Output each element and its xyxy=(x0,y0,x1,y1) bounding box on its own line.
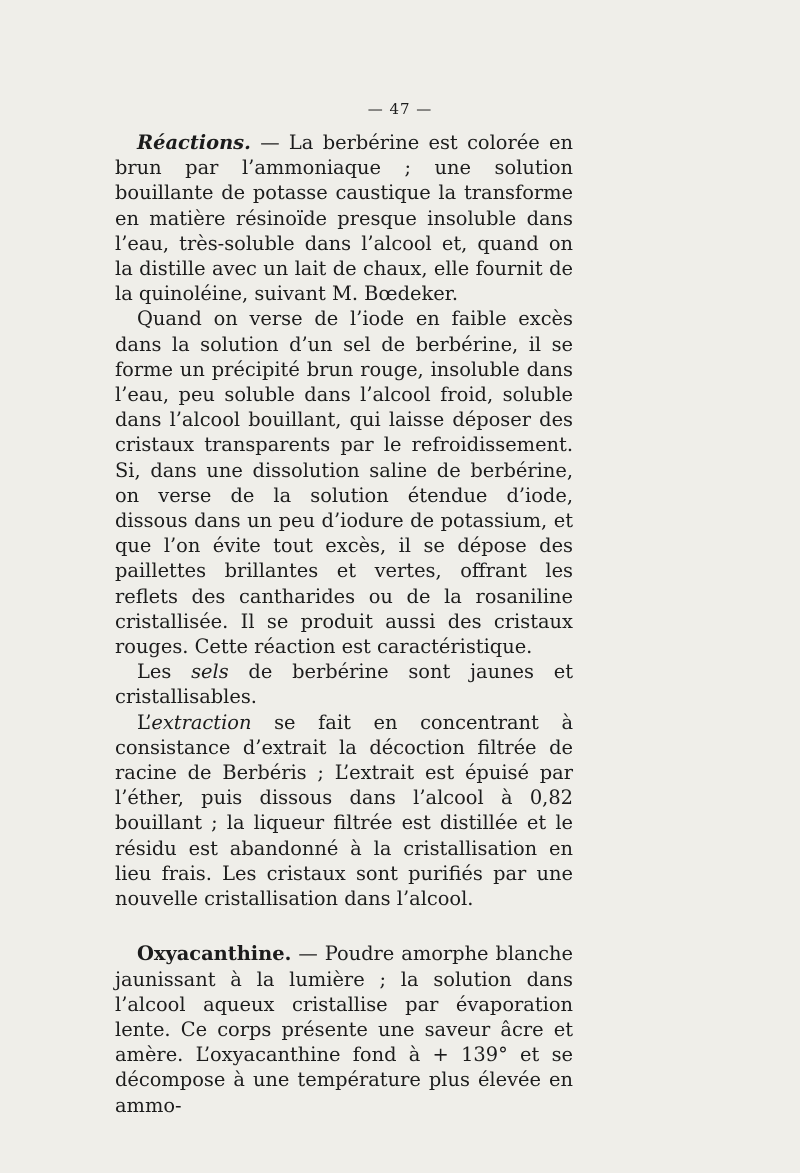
paragraph-prefix: L’ xyxy=(137,710,152,734)
page-number: — 47 — xyxy=(367,100,433,118)
paragraph-extraction xyxy=(115,710,573,912)
italic-term-sels: sels xyxy=(191,660,229,684)
paragraph-iodine xyxy=(115,306,573,659)
body-text xyxy=(115,130,573,1118)
paragraph-prefix: Les xyxy=(137,660,192,684)
paragraph-text: Quand on verse de l’iode en faible excès dans la solution d’un sel de berbérine, il se forme un précipité brun rouge, insoluble dans l’eau, peu soluble dans l’alcool froid, soluble dans l’alcool bouillant, qui laisse déposer des cristaux transparents par le refroidissement. Si, dans une dissolution saline de berbérine, on verse de la solution étendue d’iode, dissous dans un peu d’iodure de potassium, et que l’on évite tout excès, il se dépose des paillettes brillantes et vertes, offrant les reflets des cantharides ou de la rosaniline cristallisée. Il se produit aussi des cristaux rouges. Cette réaction est caractéristique. xyxy=(115,307,573,659)
section-lead-reactions: Réactions. xyxy=(137,131,251,154)
paragraph-text: — La berbérine est colorée en brun par l’ammoniaque ; une solution bouillante de potasse caustique la transforme en matière résinoïde presque insoluble dans l’eau, très-soluble dans l’alcool et, quand on la distille avec un lait de chaux, elle fournit de la quinoléine, suivant M. Bœdeker. xyxy=(115,131,573,306)
paragraph-reactions xyxy=(115,130,573,306)
italic-term-extraction: extraction xyxy=(151,710,252,734)
paragraph-salts xyxy=(115,659,573,709)
paragraph-oxyacanthine xyxy=(115,941,573,1117)
paragraph-text: se fait en concentrant à consistance d’extrait la décoction filtrée de racine de Berbéris ; L’extrait est épuisé par l’éther, puis dissous dans l’alcool à 0,82 bouillant ; la liqueur filtrée est distillée et le résidu est abandonné à la cristallisation en lieu frais. Les cristaux sont purifiés par une nouvelle cristallisation dans l’alcool. xyxy=(115,710,573,911)
section-lead-oxyacanthine: Oxyacanthine. xyxy=(137,942,292,966)
paragraph-text: — Poudre amorphe blanche jaunissant à la lumière ; la solution dans l’alcool aqueux cristallise par évaporation lente. Ce corps présente une saveur âcre et amère. L’oxyacanthine fond à + 139° et se décompose à une température plus élevée en ammo- xyxy=(115,942,573,1117)
paragraph-text: de berbérine sont jaunes et cristallisables. xyxy=(115,660,574,709)
